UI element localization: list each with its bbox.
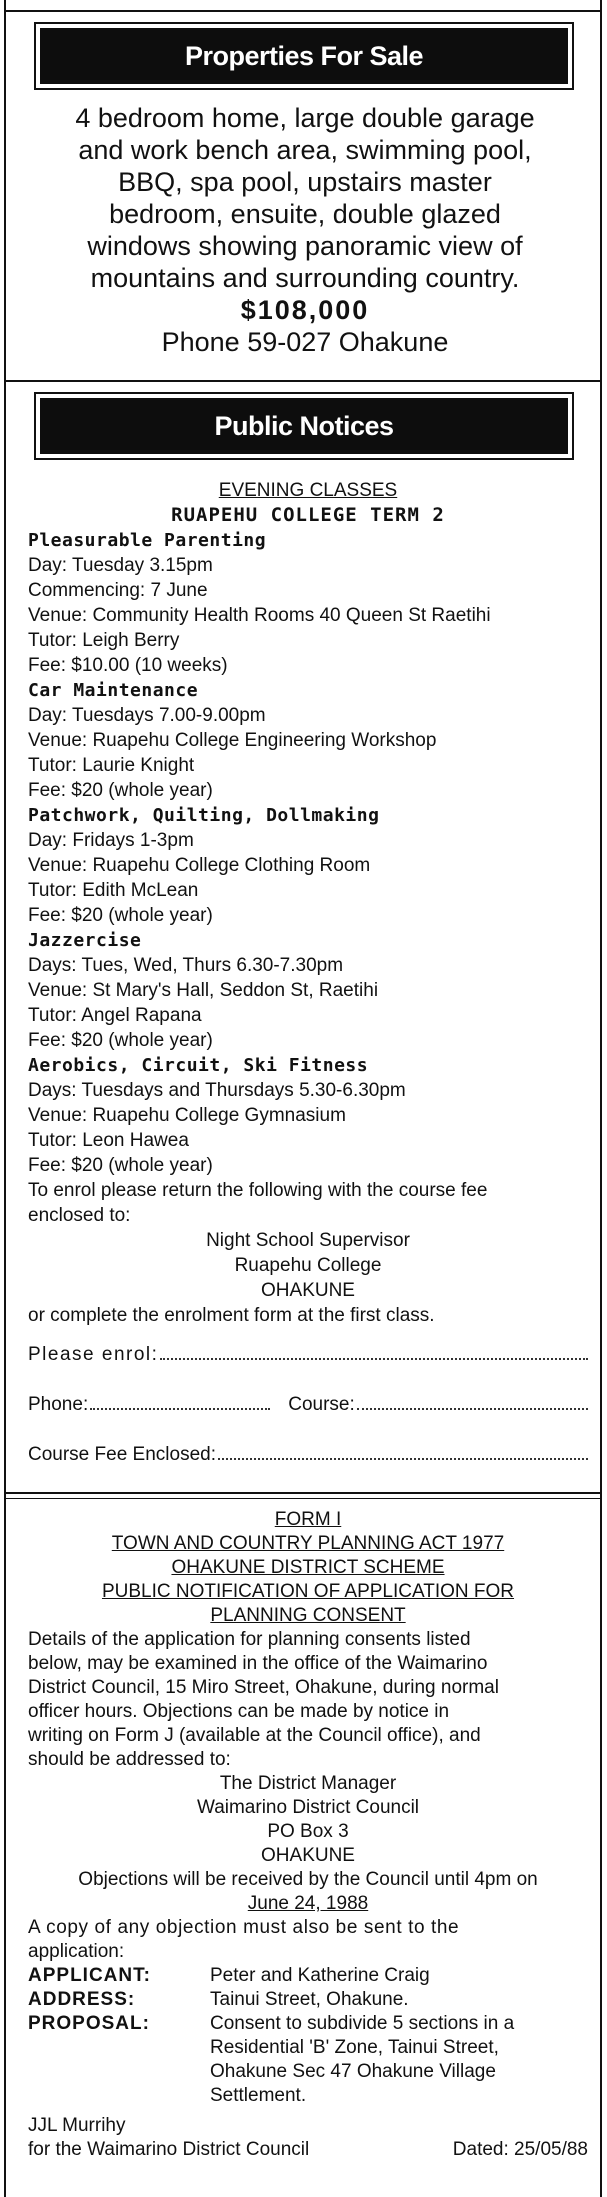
planning-heading-line: FORM I (274, 1509, 342, 1530)
planning-body-line: should be addressed to: (28, 1749, 231, 1770)
course-line: Days: Tues, Wed, Thurs 6.30-7.30pm (28, 955, 344, 976)
properties-banner-title: Properties For Sale (40, 28, 568, 84)
course-line: Commencing: 7 June (28, 580, 208, 601)
course-line: Tutor: Leigh Berry (28, 630, 180, 651)
phone-label: Phone: (28, 1394, 89, 1415)
planning-address-line: The District Manager (219, 1773, 397, 1794)
course-line: Tutor: Laurie Knight (28, 755, 195, 776)
ad-price: $108,000 (240, 295, 370, 325)
enrol-text: enclosed to: (28, 1205, 131, 1226)
course-label: Course: (288, 1394, 355, 1415)
public-notices-banner (34, 392, 574, 460)
planning-body-line: writing on Form J (available at the Council office), and (28, 1725, 481, 1746)
applicant-label: APPLICANT: (28, 1965, 151, 1986)
proposal-line: Ohakune Sec 47 Ohakune Village (210, 2061, 496, 2082)
planning-heading-line: PUBLIC NOTIFICATION OF APPLICATION FOR (101, 1581, 515, 1602)
copy-text: A copy of any objection must also be sent to the (28, 1917, 460, 1938)
planning-body-line: officer hours. Objections can be made by notice in (28, 1701, 450, 1722)
proposal-label: PROPOSAL: (28, 2013, 150, 2034)
course-line: Venue: St Mary's Hall, Seddon St, Raetihi (28, 980, 379, 1001)
phone-course-field[interactable] (28, 1392, 588, 1417)
signer-footer (28, 2138, 588, 2162)
course-line: Day: Fridays 1-3pm (28, 830, 194, 851)
course-name: Car Maintenance (28, 680, 199, 701)
applicant-value: Peter and Katherine Craig (210, 1965, 430, 1986)
ad-line: and work bench area, swimming pool, (78, 135, 532, 165)
top-rule (6, 10, 600, 12)
planning-notice (28, 1508, 588, 2162)
course-line: Fee: $20 (whole year) (28, 780, 213, 801)
ad-line: windows showing panoramic view of (87, 231, 523, 261)
fee-blank[interactable] (218, 1444, 588, 1460)
course-blank[interactable] (357, 1394, 588, 1410)
planning-address-line: OHAKUNE (261, 1845, 355, 1866)
course-line: Venue: Ruapehu College Engineering Workshop (28, 730, 437, 751)
course-name: Jazzercise (28, 930, 142, 951)
course-line: Day: Tuesday 3.15pm (28, 555, 213, 576)
course-line: Fee: $10.00 (10 weeks) (28, 655, 228, 676)
notice-title: EVENING CLASSES (218, 480, 398, 501)
enrol-alt-text: or complete the enrolment form at the first class. (28, 1305, 435, 1326)
fee-field[interactable] (28, 1442, 588, 1467)
course-name: Aerobics, Circuit, Ski Fitness (28, 1055, 369, 1076)
course-line: Fee: $20 (whole year) (28, 1155, 213, 1176)
signer-for: for the Waimarino District Council (28, 2139, 310, 2160)
enrol-address-line: Ruapehu College (234, 1255, 382, 1276)
proposal-line: Consent to subdivide 5 sections in a (210, 2013, 515, 2034)
enrol-address-line: OHAKUNE (261, 1280, 355, 1301)
proposal-line: Residential 'B' Zone, Tainui Street, (210, 2037, 499, 2058)
planning-body-line: District Council, 15 Miro Street, Ohakune, during normal (28, 1677, 499, 1698)
planning-body-line: below, may be examined in the office of the Waimarino (28, 1653, 488, 1674)
enrol-address-line: Night School Supervisor (206, 1230, 410, 1251)
ad-phone: Phone 59-027 Ohakune (161, 327, 449, 357)
ad-line: bedroom, ensuite, double glazed (109, 199, 501, 229)
proposal-value (210, 2012, 588, 2108)
course-line: Fee: $20 (whole year) (28, 1030, 213, 1051)
course-name: Pleasurable Parenting (28, 530, 267, 551)
course-line: Venue: Ruapehu College Clothing Room (28, 855, 371, 876)
fee-label: Course Fee Enclosed: (28, 1444, 216, 1465)
course-line: Day: Tuesdays 7.00-9.00pm (28, 705, 266, 726)
evening-classes-notice (28, 478, 588, 1467)
notice-subtitle: RUAPEHU COLLEGE TERM 2 (171, 504, 445, 526)
course-name: Patchwork, Quilting, Dollmaking (28, 805, 380, 826)
course-line: Venue: Ruapehu College Gymnasium (28, 1105, 346, 1126)
enrol-name-blank[interactable] (160, 1344, 588, 1360)
address-row (28, 1988, 588, 2012)
ad-line: 4 bedroom home, large double garage (75, 103, 535, 133)
planning-address-line: Waimarino District Council (196, 1797, 420, 1818)
signer-name: JJL Murrihy (28, 2115, 126, 2136)
planning-address-line: PO Box 3 (267, 1821, 349, 1842)
section-divider (6, 1498, 600, 1499)
public-notices-banner-title: Public Notices (40, 398, 568, 454)
planning-body-line: Details of the application for planning consents listed (28, 1629, 471, 1650)
phone-blank[interactable] (90, 1394, 270, 1410)
applicant-row (28, 1964, 588, 1988)
enrol-name-label: Please enrol: (28, 1344, 159, 1365)
section-divider (6, 1492, 600, 1494)
course-line: Venue: Community Health Rooms 40 Queen St Raetihi (28, 605, 491, 626)
proposal-row (28, 2012, 588, 2108)
course-line: Tutor: Edith McLean (28, 880, 199, 901)
planning-heading-line: TOWN AND COUNTRY PLANNING ACT 1977 (111, 1533, 505, 1554)
copy-text: application: (28, 1941, 125, 1962)
address-value: Tainui Street, Ohakune. (210, 1989, 409, 2010)
classifieds-column (4, 0, 602, 2197)
course-line: Fee: $20 (whole year) (28, 905, 213, 926)
ad-line: mountains and surrounding country. (90, 263, 520, 293)
section-divider (6, 380, 600, 382)
dated: Dated: 25/05/88 (452, 2139, 588, 2160)
objections-date: June 24, 1988 (247, 1893, 369, 1914)
property-ad (26, 102, 584, 358)
course-line: Tutor: Angel Rapana (28, 1005, 202, 1026)
properties-banner (34, 22, 574, 90)
enrol-text: To enrol please return the following with the course fee (28, 1180, 488, 1201)
objections-text: Objections will be received by the Council until 4pm on (78, 1869, 538, 1890)
enrol-name-field[interactable] (28, 1342, 588, 1367)
planning-heading-line: PLANNING CONSENT (210, 1605, 406, 1626)
address-label: ADDRESS: (28, 1989, 136, 2010)
proposal-line: Settlement. (210, 2085, 307, 2106)
planning-heading-line: OHAKUNE DISTRICT SCHEME (171, 1557, 445, 1578)
course-line: Days: Tuesdays and Thursdays 5.30-6.30pm (28, 1080, 406, 1101)
course-line: Tutor: Leon Hawea (28, 1130, 189, 1151)
ad-line: BBQ, spa pool, upstairs master (118, 167, 492, 197)
